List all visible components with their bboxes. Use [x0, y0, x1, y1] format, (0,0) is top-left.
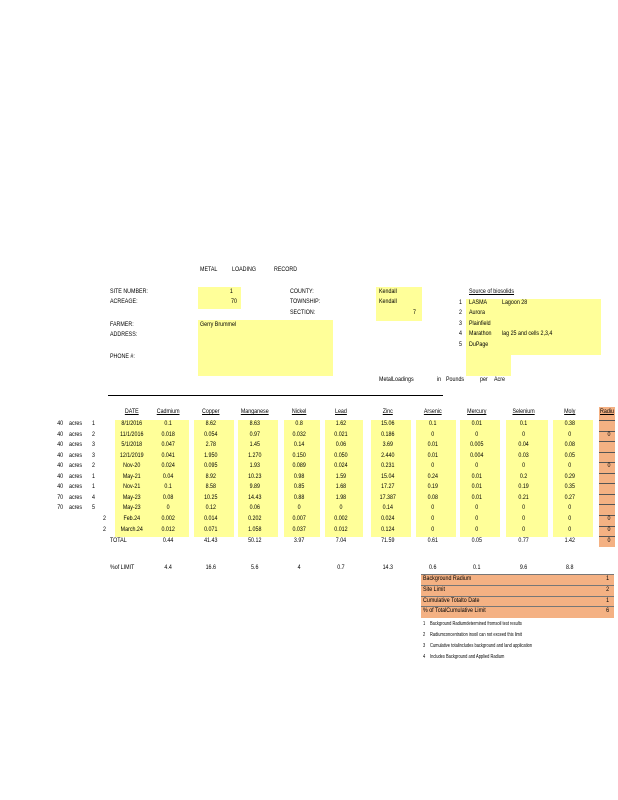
- value-cell: 0.12: [205, 504, 216, 512]
- acres-unit: acres: [69, 420, 83, 427]
- source-name: Plainfield: [469, 319, 491, 327]
- value-cell: 0: [297, 504, 301, 512]
- value-cell: 0.124: [381, 525, 395, 533]
- value-cell: 10.23: [248, 472, 262, 480]
- note-number: 1: [423, 621, 426, 627]
- date-cell: 11/1/2016: [120, 430, 144, 438]
- date-cell: May-21: [122, 472, 141, 480]
- source-ref: 3: [92, 441, 95, 449]
- value-cell: 0.007: [292, 514, 306, 522]
- source-name: Aurora: [469, 309, 486, 317]
- value-cell: 0.021: [334, 430, 348, 438]
- value-cell: 0.04: [518, 441, 529, 449]
- value-cell: 0.35: [564, 483, 575, 491]
- acres-unit: acres: [69, 462, 83, 470]
- value-cell: 0.19: [427, 483, 438, 491]
- column-header: Manganese: [240, 408, 269, 415]
- value-cell: 0.97: [249, 430, 260, 438]
- radium-cell: 0: [607, 525, 611, 533]
- total-cell: 50.12: [248, 537, 262, 545]
- value-cell: 0.186: [381, 430, 395, 438]
- farmer-label: FARMER:: [110, 321, 134, 328]
- radium-gridline: [421, 585, 614, 586]
- total-label: TOTAL: [110, 537, 127, 545]
- column-header: Cadmium: [156, 408, 180, 415]
- value-cell: 0.089: [292, 462, 306, 470]
- value-cell: 1.950: [204, 451, 218, 459]
- acres-unit: acres: [69, 451, 83, 459]
- value-cell: 9.89: [249, 483, 260, 491]
- acres-unit: acres: [69, 472, 83, 480]
- value-cell: 0.06: [249, 504, 260, 512]
- value-cell: 0.01: [427, 451, 438, 459]
- note-number: 4: [423, 654, 426, 660]
- value-cell: 0.01: [471, 493, 482, 501]
- acres-value: 40: [57, 451, 64, 459]
- value-cell: 0.005: [470, 441, 484, 449]
- value-cell: 0: [339, 504, 343, 512]
- acres-value: 70: [57, 504, 64, 512]
- column-header: Arsenic: [423, 408, 442, 415]
- value-cell: 0.2: [519, 472, 528, 480]
- total-cell: 71.59: [381, 537, 395, 545]
- note-text: Includes Background and Applied Radium: [430, 654, 505, 660]
- total-radium: 0: [607, 537, 611, 545]
- pct-limit-cell: 0.7: [337, 564, 345, 571]
- pct-limit-cell: 8.8: [566, 564, 574, 571]
- value-cell: 0: [522, 525, 526, 533]
- value-cell: 17.387: [379, 493, 396, 501]
- loadings-caption-4: per: [480, 376, 488, 383]
- date-cell: May-23: [122, 504, 141, 512]
- value-cell: 0: [431, 514, 435, 522]
- loadings-caption-5: Acre: [494, 376, 505, 383]
- value-cell: 0.1: [519, 420, 528, 427]
- radium-label: Background Radium: [423, 575, 472, 582]
- value-cell: 8.62: [205, 420, 216, 427]
- value-cell: 0.01: [471, 483, 482, 491]
- record-title-record: RECORD: [274, 266, 298, 273]
- value-cell: 0.202: [248, 514, 262, 522]
- value-cell: 0.1: [164, 483, 172, 491]
- value-cell: 0: [522, 462, 526, 470]
- value-cell: 0.24: [427, 472, 438, 480]
- value-cell: 0: [475, 430, 479, 438]
- value-cell: 0.024: [161, 462, 175, 470]
- radium-cell: 0: [607, 514, 611, 522]
- value-cell: 0.1: [164, 420, 172, 427]
- pct-limit-cell: 4.4: [164, 564, 172, 571]
- phone-label: PHONE #:: [110, 353, 135, 360]
- value-cell: 0.004: [470, 451, 484, 459]
- value-cell: 0: [475, 462, 479, 470]
- date-cell: Nov-20: [123, 462, 141, 470]
- value-cell: 0.014: [204, 514, 218, 522]
- column-header: Zinc: [382, 408, 393, 415]
- value-cell: 0.21: [518, 493, 529, 501]
- value-cell: 0.231: [381, 462, 395, 470]
- total-cell: 0.61: [427, 537, 438, 545]
- value-cell: 0: [522, 514, 526, 522]
- value-cell: 0: [166, 504, 170, 512]
- pct-limit-label: %of LIMIT: [110, 564, 135, 571]
- column-header: Radiu: [600, 408, 614, 415]
- total-cell: 0.05: [471, 537, 482, 545]
- date-cell: 8/1/2016: [121, 420, 143, 427]
- acres-value: 40: [57, 472, 64, 480]
- value-cell: 0: [568, 462, 572, 470]
- source-ref: 4: [92, 493, 95, 501]
- acres-value: 40: [57, 430, 64, 438]
- value-cell: 0: [431, 462, 435, 470]
- source-ref: 1: [92, 472, 95, 480]
- pct-limit-cell: 14.3: [382, 564, 393, 571]
- value-cell: 0.08: [427, 493, 438, 501]
- note-number: 3: [423, 643, 426, 649]
- source-name: DuPage: [469, 340, 489, 348]
- township-value: Kendall: [379, 298, 397, 305]
- total-cell: 0.44: [162, 537, 174, 545]
- value-cell: 0: [431, 430, 435, 438]
- note-text: Cumulative totalincludes background and land application: [430, 643, 533, 649]
- radium-value: 1: [606, 596, 610, 604]
- value-cell: 0: [431, 504, 435, 512]
- value-cell: 0: [475, 504, 479, 512]
- column-header: Lead: [335, 408, 347, 415]
- value-cell: 0.08: [162, 493, 174, 501]
- county-label: COUNTY:: [290, 288, 314, 295]
- value-cell: 0.38: [564, 420, 575, 427]
- total-cell: 0.77: [518, 537, 529, 545]
- acres-value: 40: [57, 462, 64, 470]
- value-cell: 2.440: [381, 451, 395, 459]
- value-cell: 0.012: [161, 525, 175, 533]
- source-ref: 2: [92, 430, 95, 438]
- value-cell: 3.69: [382, 441, 393, 449]
- value-cell: 0: [475, 525, 479, 533]
- value-cell: 0: [568, 514, 572, 522]
- address-label: ADDRESS:: [110, 331, 138, 338]
- pct-limit-cell: 0.6: [429, 564, 437, 571]
- value-cell: 1.59: [335, 472, 347, 480]
- value-cell: 1.058: [248, 525, 262, 533]
- note-text: Radiumconcentration insoil can not exceed this limit: [430, 632, 522, 638]
- source-name: Marathon: [469, 330, 492, 338]
- total-cell: 7.04: [335, 537, 347, 545]
- source-ref: 1: [92, 483, 95, 491]
- value-cell: 0.002: [334, 514, 348, 522]
- radium-value: 6: [606, 607, 610, 615]
- pct-limit-cell: 0.1: [473, 564, 481, 571]
- section-divider: [108, 395, 443, 396]
- value-cell: 0.054: [204, 430, 218, 438]
- radium-value: 1: [606, 575, 610, 582]
- farmer-value: Gerry Brummel: [200, 321, 237, 328]
- value-cell: 0: [431, 525, 435, 533]
- source-name: LASMA: [469, 299, 488, 306]
- value-cell: 17.27: [381, 483, 395, 491]
- date-cell: 12/1/2019: [119, 451, 144, 459]
- value-cell: 0.037: [292, 525, 306, 533]
- value-cell: 0.050: [334, 451, 348, 459]
- acres-unit: acres: [69, 493, 83, 501]
- value-cell: 0.012: [334, 525, 348, 533]
- value-cell: 0.14: [293, 441, 305, 449]
- township-label: TOWNSHIP:: [290, 298, 321, 305]
- acreage-value: 70: [231, 298, 237, 305]
- source-ref: 1: [92, 420, 95, 427]
- column-header: Copper: [202, 408, 220, 415]
- pct-limit-cell: 5.6: [251, 564, 259, 571]
- loadings-caption-3: Pounds: [446, 376, 465, 383]
- value-cell: 0.03: [518, 451, 529, 459]
- source-detail: lag 25 and cells 2,3,4: [502, 330, 553, 338]
- acres-value: 40: [57, 420, 64, 427]
- sources-header: Source of biosolids: [469, 288, 515, 295]
- source-ref: 5: [92, 504, 95, 512]
- total-cell: 1.42: [564, 537, 575, 545]
- source-number: 4: [459, 330, 462, 338]
- value-cell: 2.78: [205, 441, 216, 449]
- acres-unit: acres: [69, 483, 83, 491]
- value-cell: 0.01: [471, 420, 482, 427]
- value-cell: 8.92: [205, 472, 216, 480]
- value-cell: 0.018: [161, 430, 175, 438]
- value-cell: 0.041: [161, 451, 175, 459]
- value-cell: 0.024: [334, 462, 348, 470]
- column-header: Mercury: [467, 408, 487, 415]
- value-cell: 1.62: [335, 420, 347, 427]
- value-cell: 0.05: [564, 451, 575, 459]
- record-title-metal: METAL: [200, 266, 218, 273]
- value-cell: 0.1: [429, 420, 437, 427]
- value-cell: 8.58: [205, 483, 216, 491]
- value-cell: 0.01: [471, 472, 482, 480]
- source-number: 5: [459, 340, 462, 348]
- note-number: 2: [423, 632, 426, 638]
- section-value: 7: [413, 309, 416, 316]
- radium-value: 2: [606, 585, 610, 593]
- source-number: 2: [459, 309, 462, 317]
- site-number-value: 1: [229, 288, 233, 295]
- value-cell: 14.43: [248, 493, 262, 501]
- value-cell: 0.071: [204, 525, 218, 533]
- acres-value: 70: [57, 493, 64, 501]
- source-ref: 2: [103, 525, 106, 533]
- value-cell: 0.01: [427, 441, 438, 449]
- value-cell: 1.93: [249, 462, 260, 470]
- acres-unit: acres: [69, 430, 83, 438]
- value-cell: 0.024: [381, 514, 395, 522]
- value-cell: 0.047: [161, 441, 175, 449]
- column-header: Selenium: [512, 408, 535, 415]
- value-cell: 0.150: [292, 451, 306, 459]
- value-cell: 0: [522, 430, 526, 438]
- date-cell: May-23: [122, 493, 141, 501]
- acres-value: 40: [57, 483, 64, 491]
- radium-cell: 0: [607, 462, 611, 470]
- date-cell: 5/1/2018: [121, 441, 143, 449]
- section-label: SECTION:: [290, 309, 316, 316]
- source-detail: Lagoon 28: [502, 299, 528, 306]
- value-cell: 0: [568, 525, 572, 533]
- source-number: 1: [459, 299, 462, 306]
- value-cell: 15.04: [381, 472, 395, 480]
- value-cell: 0.14: [382, 504, 393, 512]
- value-cell: 0.04: [162, 472, 174, 480]
- value-cell: 0.88: [293, 493, 305, 501]
- date-cell: Feb.24: [123, 514, 141, 522]
- acres-unit: acres: [69, 504, 83, 512]
- value-cell: 0.8: [295, 420, 303, 427]
- pct-limit-cell: 16.6: [205, 564, 216, 571]
- value-cell: 0: [475, 514, 479, 522]
- value-cell: 8.63: [249, 420, 260, 427]
- loadings-caption-2: in: [437, 376, 442, 383]
- value-cell: 0.27: [564, 493, 575, 501]
- acres-unit: acres: [69, 441, 83, 449]
- radium-label: Site Limit: [423, 585, 445, 593]
- column-header: DATE: [124, 408, 139, 415]
- source-number: 3: [459, 319, 462, 327]
- sources-field-tail[interactable]: [466, 355, 511, 376]
- value-cell: 0.98: [293, 472, 305, 480]
- date-cell: Nov-21: [123, 483, 141, 491]
- value-cell: 0.19: [518, 483, 529, 491]
- source-ref: 3: [92, 451, 95, 459]
- value-cell: 10.25: [204, 493, 218, 501]
- column-header: Moly: [564, 408, 576, 415]
- source-ref: 2: [103, 514, 106, 522]
- radium-label: % of TotalCumulative Limit: [423, 607, 486, 615]
- value-cell: 0.06: [335, 441, 347, 449]
- value-cell: 0: [522, 504, 526, 512]
- value-cell: 15.06: [381, 420, 395, 427]
- value-cell: 0.08: [564, 441, 575, 449]
- acreage-label: ACREAGE:: [110, 298, 138, 305]
- value-cell: 1.98: [335, 493, 347, 501]
- radium-cell: 0: [607, 430, 611, 438]
- note-text: Background Radiumdetermined fromsoil test results: [430, 621, 522, 627]
- date-cell: March.24: [120, 525, 143, 533]
- value-cell: 1.68: [335, 483, 347, 491]
- county-value: Kendall: [379, 288, 397, 295]
- source-ref: 2: [92, 462, 95, 470]
- value-cell: 0: [568, 504, 572, 512]
- value-cell: 0: [568, 430, 572, 438]
- value-cell: 0.002: [161, 514, 175, 522]
- value-cell: 1.45: [249, 441, 260, 449]
- total-cell: 41.43: [204, 537, 218, 545]
- total-cell: 3.97: [293, 537, 305, 545]
- value-cell: 0.29: [564, 472, 575, 480]
- value-cell: 0.85: [293, 483, 305, 491]
- acres-value: 40: [57, 441, 64, 449]
- value-cell: 0.095: [204, 462, 218, 470]
- pct-limit-cell: 9.6: [519, 564, 528, 571]
- loadings-caption-1: MetalLoadings: [379, 376, 414, 383]
- column-header: Nickel: [291, 408, 307, 415]
- value-cell: 1.270: [248, 451, 262, 459]
- record-title-loading: LOADING: [232, 266, 256, 273]
- site-number-label: SITE NUMBER:: [110, 288, 148, 295]
- pct-limit-cell: 4: [297, 564, 301, 571]
- radium-label: Cumulative Totalto Date: [423, 596, 480, 604]
- value-cell: 0.032: [292, 430, 306, 438]
